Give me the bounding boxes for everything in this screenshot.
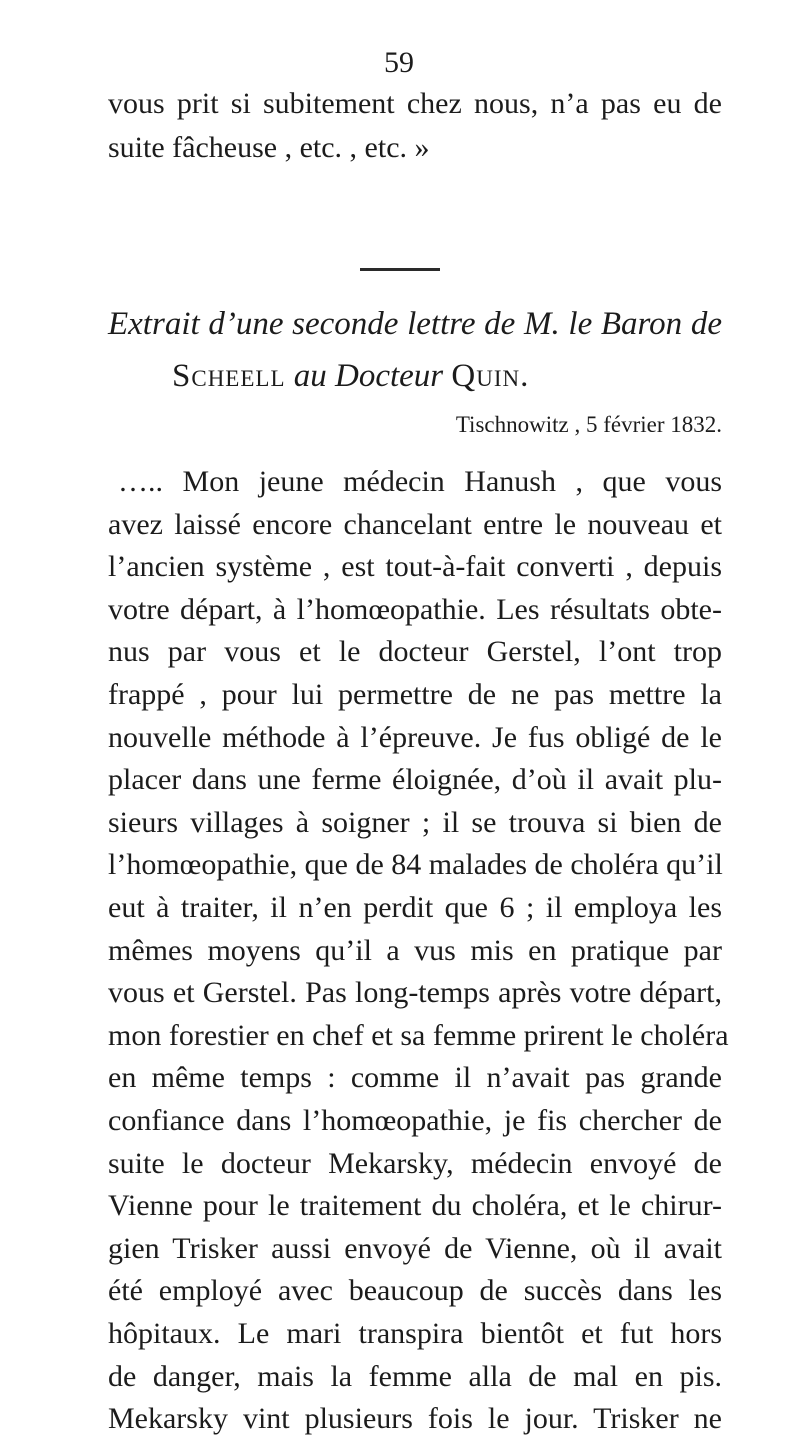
intro-line-2: suite fâcheuse , etc. , etc. » xyxy=(108,131,430,164)
author-name: Scheell xyxy=(172,358,286,394)
body-line-11: eut à traiter, il n’en perdit que 6 ; il employa les xyxy=(108,891,722,924)
body-line-7: nouvelle méthode à l’épreuve. Je fus obligé de le xyxy=(108,721,722,754)
intro-line-1: vous prit si subitement chez nous, n’a pas eu de xyxy=(108,87,722,120)
body-line-18: Vienne pour le traitement du choléra, et le chirur- xyxy=(108,1189,722,1222)
section-heading-line-1: Extrait d’une seconde lettre de M. le Baron de xyxy=(108,306,722,342)
body-line-8: placer dans une ferme éloignée, d’où il avait plu- xyxy=(108,763,722,796)
section-divider xyxy=(360,268,440,271)
body-line-10: l’homœopathie, que de 84 malades de choléra qu’il xyxy=(108,848,723,881)
body-line-17: suite le docteur Mekarsky, médecin envoyé de xyxy=(108,1147,722,1180)
body-line-21: hôpitaux. Le mari transpira bientôt et fut hors xyxy=(108,1317,722,1350)
body-line-4: votre départ, à l’homœopathie. Les résultats obte- xyxy=(108,593,722,626)
recipient-name: Quin. xyxy=(451,358,530,394)
body-line-6: frappé , pour lui permettre de ne pas mettre la xyxy=(108,678,722,711)
section-heading-line-2 xyxy=(172,356,529,396)
letter-dateline: Tischnowitz , 5 février 1832. xyxy=(455,412,722,437)
body-line-3: l’ancien système , est tout-à-fait converti , depuis xyxy=(108,550,722,583)
body-line-15: en même temps : comme il n’avait pas grande xyxy=(108,1061,722,1094)
body-line-23: Mekarsky vint plusieurs fois le jour. Trisker ne xyxy=(108,1402,722,1435)
body-line-22: de danger, mais la femme alla de mal en pis. xyxy=(108,1360,722,1393)
body-line-5: nus par vous et le docteur Gerstel, l’ont trop xyxy=(108,635,722,668)
body-line-13: vous et Gerstel. Pas long-temps après votre départ, xyxy=(108,976,722,1009)
body-line-14: mon forestier en chef et sa femme prirent le choléra xyxy=(108,1019,729,1052)
body-line-9: sieurs villages à soigner ; il se trouva si bien de xyxy=(108,806,722,839)
body-line-20: été employé avec beaucoup de succès dans les xyxy=(108,1274,722,1307)
body-line-19: gien Trisker aussi envoyé de Vienne, où il avait xyxy=(108,1232,722,1265)
body-line-1: ….. Mon jeune médecin Hanush , que vous xyxy=(118,465,722,498)
body-line-12: mêmes moyens qu’il a vus mis en pratique par xyxy=(108,934,722,967)
body-line-2: avez laissé encore chancelant entre le nouveau et xyxy=(108,508,722,541)
heading-recipient-prefix: au Docteur xyxy=(293,358,444,394)
page-number: 59 xyxy=(384,46,414,79)
body-line-16: confiance dans l’homœopathie, je fis chercher de xyxy=(108,1104,722,1137)
